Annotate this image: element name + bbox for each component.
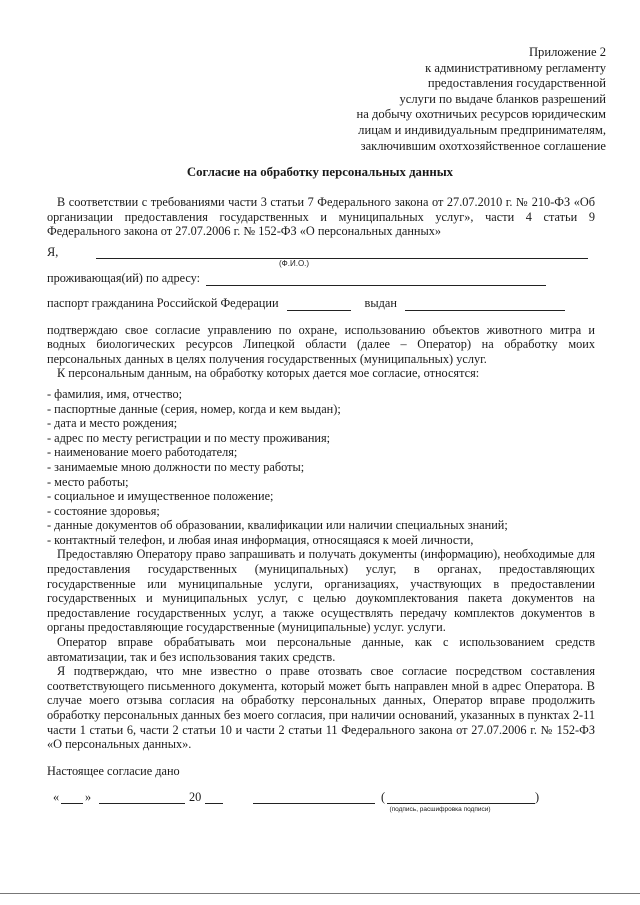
- appendix-header: [306, 45, 606, 154]
- list-item: - социальное и имущественное положение;: [47, 489, 274, 504]
- page-bottom-edge: [0, 893, 640, 894]
- issued-by-field[interactable]: [405, 297, 565, 311]
- month-field[interactable]: [99, 790, 185, 804]
- data-list: [47, 387, 595, 548]
- document-body: [47, 195, 595, 778]
- day-field[interactable]: [61, 790, 83, 804]
- year-field[interactable]: [205, 790, 223, 804]
- open-quote: «: [53, 790, 60, 804]
- header-line: лицам и индивидуальным предпринимателям,: [358, 122, 606, 137]
- header-line: к административному регламенту: [425, 60, 606, 75]
- confirm-paragraph: подтверждаю свое согласие управлению по охране, использованию объектов животного митра и водных биологических ресурсов Липецкой области (далее – Оператор) на обработку моих персональных данных в целях получения государственных (муниципальных) услуг.: [47, 322, 595, 366]
- list-item: - фамилия, имя, отчество;: [47, 386, 183, 401]
- paren-close: ): [535, 790, 540, 804]
- withdraw-paragraph: Я подтверждаю, что мне известно о праве отозвать свое согласие посредством составления соответствующего письменного документа, который может быть направлен мной в адрес Оператора. В случае моего отзыва согласия на обработку персональных данных, Оператор вправе продолжить обработку персональных данных без моего согласия, при наличии оснований, указанных в пунктах 2-11 части 1 статьи 6, части 2 статьи 10 и части 2 статьи 11 Федерального закона от 27.07.2006 г. № 152-ФЗ «О персональных данных».: [47, 664, 595, 752]
- list-item: - адрес по месту регистрации и по месту проживания;: [47, 430, 331, 445]
- consent-given-text: Настоящее согласие дано: [47, 763, 180, 778]
- header-line: услуги по выдаче бланков разрешений: [399, 91, 606, 106]
- list-item: - паспортные данные (серия, номер, когда и кем выдан);: [47, 401, 341, 416]
- list-item: - дата и место рождения;: [47, 416, 178, 431]
- list-item: - занимаемые мною должности по месту работы;: [47, 459, 305, 474]
- intro-paragraph: В соответствии с требованиями части 3 статьи 7 Федерального закона от 27.07.2010 г. № 210-ФЗ «Об организации предоставления государственных и муниципальных услуг», части 4 статьи 9 Федерального закона от 27.07.2006 г. № 152-ФЗ «О персональных данных»: [47, 195, 595, 239]
- list-item: - наименование моего работодателя;: [47, 445, 238, 460]
- list-item: - состояние здоровья;: [47, 503, 160, 518]
- signature-caption: (подпись, расшифровка подписи): [389, 806, 491, 813]
- passport-number-field[interactable]: [287, 297, 351, 311]
- list-item: - место работы;: [47, 474, 129, 489]
- close-quote: »: [85, 790, 92, 804]
- passport-label: паспорт гражданина Российской Федерации: [47, 295, 279, 310]
- address-field[interactable]: [206, 272, 546, 286]
- issued-label: выдан: [364, 295, 397, 310]
- fio-row: [47, 244, 595, 268]
- signature-decoding-field[interactable]: [387, 790, 535, 804]
- header-line: предоставления государственной: [427, 76, 606, 91]
- list-item: - контактный телефон, и любая иная информация, относящаяся к моей личности,: [47, 532, 474, 547]
- ya-label: Я,: [47, 244, 59, 259]
- list-intro: К персональным данным, на обработку которых дается мое согласие, относятся:: [57, 366, 480, 381]
- header-line: Приложение 2: [528, 45, 606, 59]
- signature-field[interactable]: [253, 790, 375, 804]
- paren-open: (: [381, 790, 386, 804]
- list-item: - данные документов об образовании, квалификации или наличии специальных знаний;: [47, 518, 508, 533]
- fio-caption: (Ф.И.О.): [279, 258, 310, 268]
- year-prefix: 20: [189, 790, 202, 804]
- document-title: Согласие на обработку персональных данных: [186, 165, 454, 179]
- fio-field[interactable]: [96, 245, 588, 259]
- operator-paragraph: Оператор вправе обрабатывать мои персональные данные, как с использованием средств автоматизации, так и без использования таких средств.: [47, 635, 595, 664]
- rights-paragraph: Предоставляю Оператору право запрашивать и получать документы (информацию), необходимые для предоставления государственных (муниципальных) услуг, в органах, предоставляющих государственные или муниципальные услуги, организациях, участвующих в предоставлении государственных и муниципальных услуг, с целью доукомплектования пакета документов на предоставление государственных услуг, а также осуществлять передачу комплектов документов в органы предоставляющие государственные (муниципальные) услуг. услуги.: [47, 547, 595, 635]
- passport-row: [47, 296, 595, 311]
- header-line: заключившим охотхозяйственное соглашение: [360, 138, 606, 153]
- address-row: [47, 271, 595, 286]
- address-label: проживающая(ий) по адресу:: [47, 271, 201, 286]
- header-line: на добычу охотничьих ресурсов юридическим: [356, 107, 606, 122]
